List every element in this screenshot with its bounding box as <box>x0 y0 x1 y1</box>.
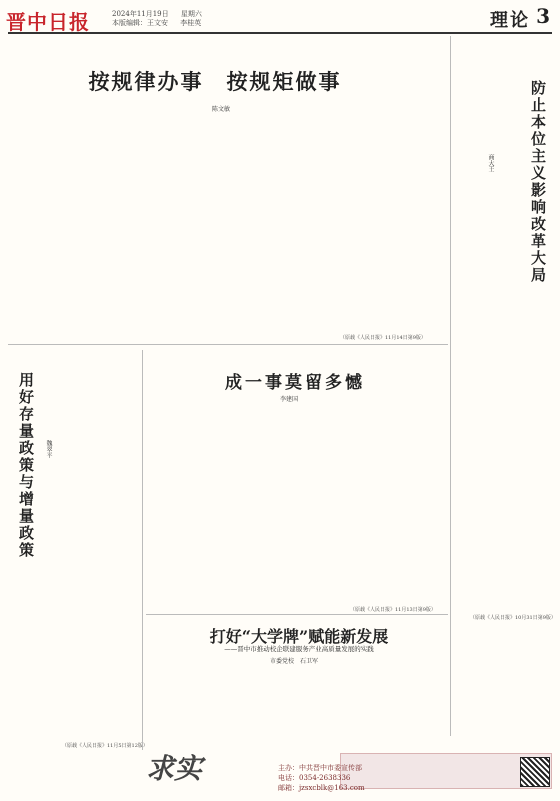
article5-headline: 打好“大学牌”赋能新发展 <box>209 627 389 646</box>
article5-subhead: ——晋中市推动校企联建服务产业高质量发展的实践 <box>224 645 374 653</box>
newspaper-logo: 晋中日报 <box>6 10 90 34</box>
footer-email: 邮箱：jzsxcblk@163.com <box>278 784 365 792</box>
article3-byline: 魏翠平 <box>45 440 52 458</box>
article4-headline: 成一事莫留多憾 <box>225 373 365 393</box>
article2-headline: 防止本位主义影响改革大局 <box>529 80 547 284</box>
qr-code-icon <box>520 757 550 787</box>
article2-column-bottom <box>455 360 553 610</box>
article1-column-5 <box>360 118 444 333</box>
article1-byline: 陈文敏 <box>212 106 231 113</box>
article1-column-4 <box>272 118 356 333</box>
page-footer <box>0 749 560 801</box>
page-number: 3 <box>536 4 550 28</box>
article5-column-3 <box>352 668 448 748</box>
article4-column-2 <box>250 406 346 606</box>
article2-byline: 商大王 <box>487 154 494 172</box>
footer-sponsor: 主办：中共晋中市委宣传部 <box>278 764 362 772</box>
footer-brand: 求实 <box>146 752 203 785</box>
article1-headline: 按规律办事 按规矩做事 <box>88 69 342 94</box>
article4-column-1 <box>148 406 244 606</box>
divider-2 <box>146 614 448 615</box>
article3-column-2 <box>8 560 138 740</box>
divider-left <box>142 350 143 750</box>
page-proofreader: 李桂英 <box>180 19 202 27</box>
article3-source: （原载《人民日报》11月5日第12版） <box>62 743 148 749</box>
article5-column-1 <box>148 668 244 748</box>
section-title: 理论 <box>490 10 530 31</box>
footer-phone: 电话：0354-2638336 <box>278 774 351 782</box>
divider-1 <box>8 344 448 345</box>
article4-source: （原载《人民日报》11月13日第9版） <box>350 607 436 613</box>
article3-column-1 <box>52 352 138 557</box>
issue-weekday: 星期六 <box>180 10 202 18</box>
article1-source: （原载《人民日报》11月14日第9版） <box>340 335 426 341</box>
article4-byline: 李建国 <box>280 396 299 403</box>
article2-source: （原载《人民日报》10月31日第9版） <box>470 615 556 621</box>
article5-column-2 <box>250 668 346 748</box>
article1-column-2 <box>96 118 180 333</box>
page-editor: 本版编辑：王文安 <box>112 19 168 27</box>
issue-date: 2024年11月19日 <box>112 10 169 18</box>
article4-column-3 <box>352 406 446 606</box>
divider-right <box>450 36 451 736</box>
article1-column-1 <box>8 118 92 333</box>
article5-byline: 市委党校 石卫军 <box>270 658 319 665</box>
article1-column-3 <box>184 118 268 333</box>
article2-column-top <box>455 40 523 350</box>
article3-headline: 用好存量政策与增量政策 <box>17 372 35 559</box>
masthead-rule <box>8 32 552 34</box>
masthead-meta <box>112 10 212 28</box>
